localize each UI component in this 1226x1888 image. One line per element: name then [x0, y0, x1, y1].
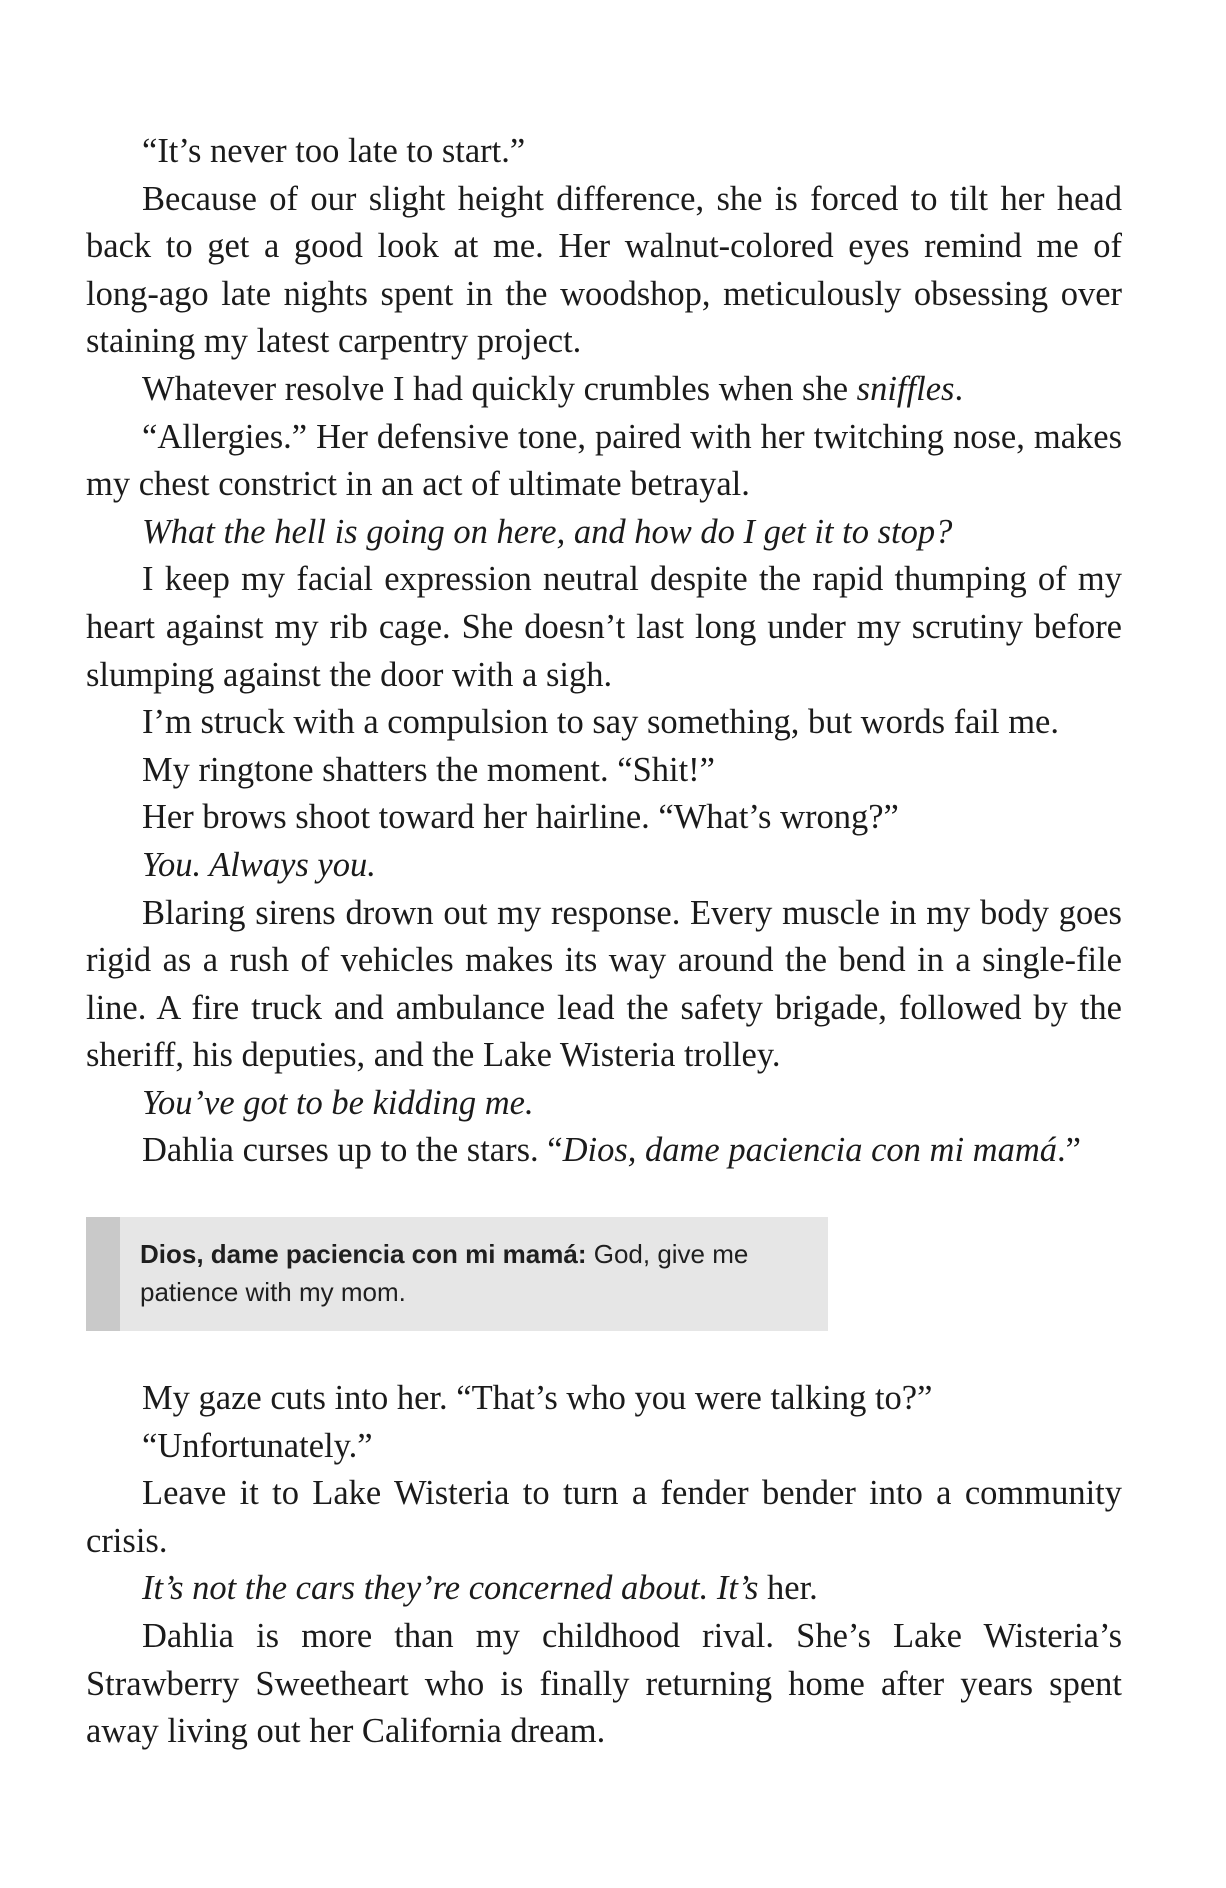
text-block-after-callout [86, 1375, 1122, 1756]
paragraph-text: Dahlia curses up to the stars. “ [142, 1131, 563, 1170]
italic-text: What the hell is going on here, and how do I get it to stop? [142, 512, 953, 551]
paragraph-text: Leave it to Lake Wisteria to turn a fender bender into a community crisis. [86, 1474, 1122, 1560]
italic-text: sniffles [856, 369, 955, 408]
paragraph [86, 128, 1122, 176]
paragraph-text: .” [1057, 1131, 1081, 1170]
book-page [86, 128, 1122, 1756]
paragraph-text: I’m struck with a compulsion to say something, but words fail me. [142, 703, 1059, 742]
paragraph-text: Dahlia is more than my childhood rival. She’s Lake Wisteria’s Strawberry Sweetheart who is finally returning home after years spent away living out her California dream. [86, 1617, 1122, 1751]
paragraph [86, 890, 1122, 1080]
paragraph-text: My gaze cuts into her. “That’s who you were talking to?” [142, 1379, 933, 1418]
paragraph-text: My ringtone shatters the moment. “Shit!” [142, 750, 715, 789]
text-block-before-callout [86, 128, 1122, 1175]
paragraph [86, 414, 1122, 509]
paragraph [86, 1470, 1122, 1565]
callout-definition: God, give me patience with my mom. [140, 1239, 749, 1308]
paragraph-text: . [954, 369, 964, 408]
italic-text: Dios, dame paciencia con mi mamá [562, 1131, 1057, 1170]
paragraph [86, 747, 1122, 795]
paragraph-text: “Allergies.” Her defensive tone, paired with her twitching nose, makes my chest constrict in an act of ultimate betrayal. [86, 417, 1122, 504]
paragraph [86, 1080, 1122, 1128]
paragraph [86, 1375, 1122, 1423]
paragraph [86, 794, 1122, 842]
paragraph-text: Blaring sirens drown out my response. Every muscle in my body goes rigid as a rush of vehicles makes its way around the bend in a single-file line. A fire truck and ambulance lead the safety brigade, followed by the sheriff, his deputies, and the Lake Wisteria trolley. [86, 893, 1122, 1075]
paragraph-text: “Unfortunately.” [142, 1426, 373, 1465]
italic-text: You. Always you. [142, 845, 376, 884]
paragraph [86, 1423, 1122, 1471]
paragraph [86, 366, 1122, 414]
paragraph [86, 176, 1122, 366]
paragraph-text: “It’s never too late to start.” [142, 132, 526, 170]
paragraph-text: Whatever resolve I had quickly crumbles when she [142, 369, 857, 408]
callout-term: Dios, dame paciencia con mi mamá: [140, 1239, 587, 1270]
paragraph-text: Because of our slight height difference, she is forced to tilt her head back to get a good look at me. Her walnut-colored eyes remind me of long-ago late nights spent in the woodshop, meticulously obsessing over staining my latest carpentry project. [86, 179, 1122, 361]
paragraph-text: Her brows shoot toward her hairline. “What’s wrong?” [142, 798, 899, 837]
italic-text: It’s not the cars they’re concerned about. It’s [142, 1569, 759, 1608]
paragraph [86, 1613, 1122, 1756]
paragraph [86, 1565, 1122, 1613]
paragraph [86, 842, 1122, 890]
glossary-callout [86, 1217, 828, 1331]
paragraph-text: I keep my facial expression neutral despite the rapid thumping of my heart against my rib cage. She doesn’t last long under my scrutiny before slumping against the door with a sigh. [86, 560, 1122, 694]
paragraph [86, 556, 1122, 699]
paragraph-text: her. [758, 1569, 818, 1608]
paragraph [86, 509, 1122, 557]
paragraph [86, 699, 1122, 747]
italic-text: You’ve got to be kidding me. [142, 1083, 534, 1122]
paragraph [86, 1127, 1122, 1175]
